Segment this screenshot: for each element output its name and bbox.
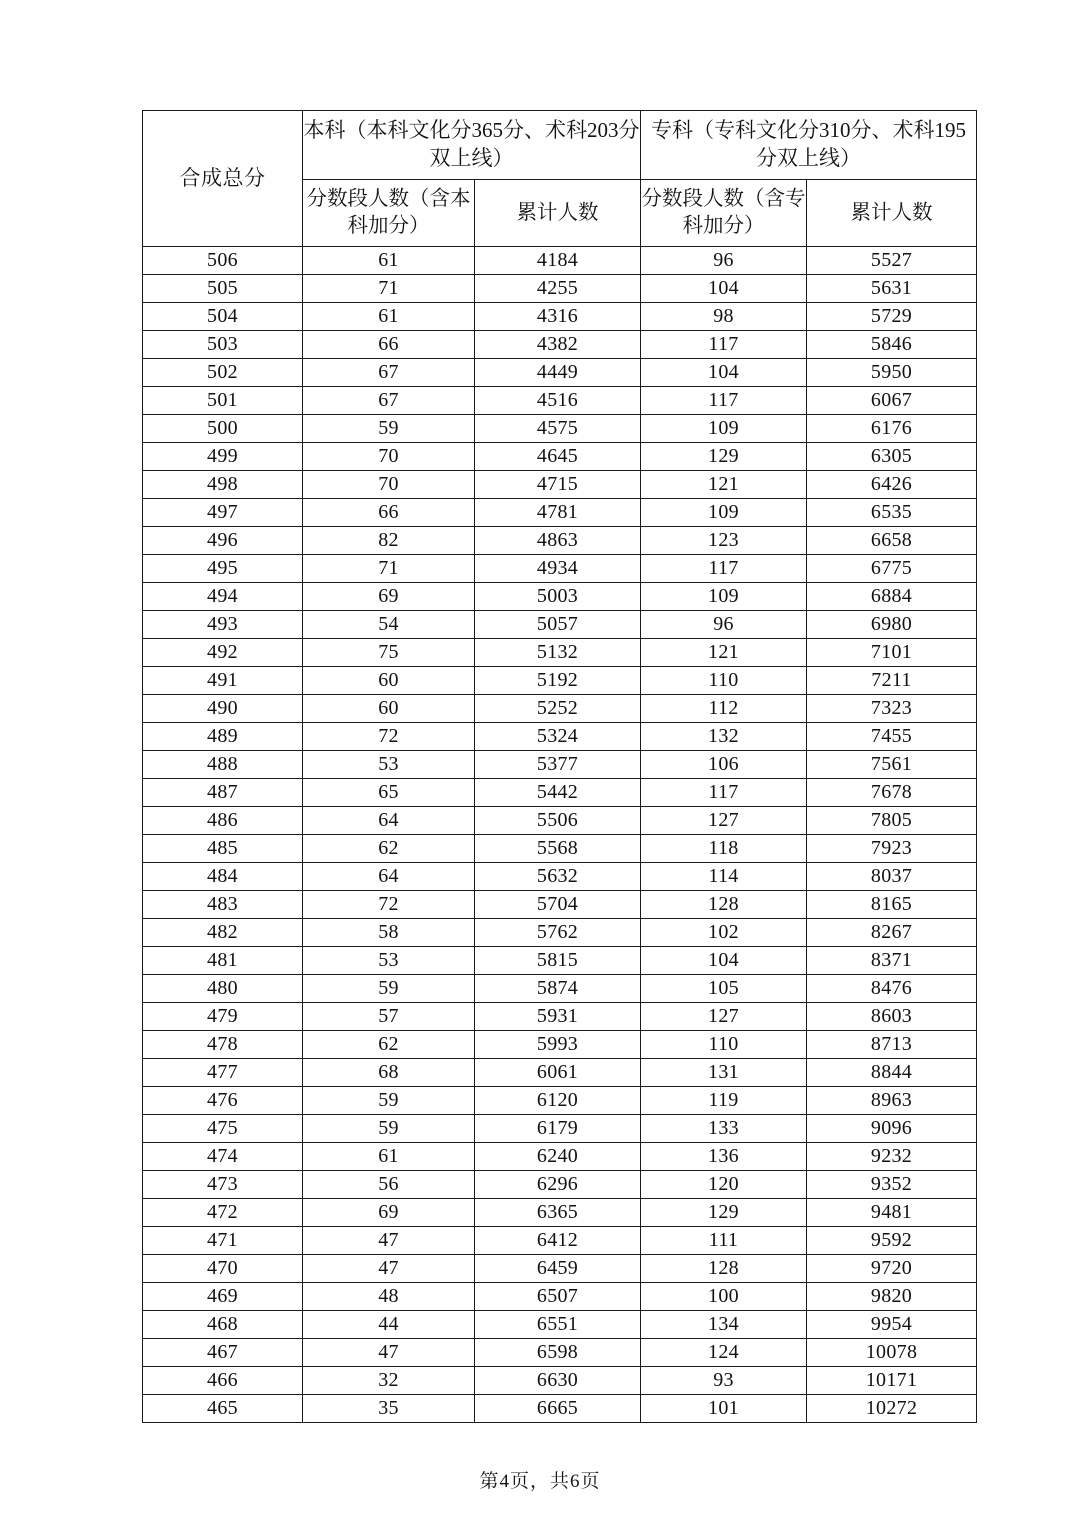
undergraduate-segment-cell: 57: [303, 1003, 475, 1031]
score-cell: 486: [143, 807, 303, 835]
undergraduate-segment-cell: 70: [303, 443, 475, 471]
vocational-cumulative-cell: 9720: [807, 1255, 977, 1283]
undergraduate-cumulative-cell: 5762: [475, 919, 641, 947]
table-row: [143, 387, 977, 415]
vocational-cumulative-cell: 5729: [807, 303, 977, 331]
vocational-segment-cell: 121: [641, 639, 807, 667]
vocational-cumulative-cell: 8476: [807, 975, 977, 1003]
vocational-segment-cell: 109: [641, 499, 807, 527]
vocational-segment-cell: 106: [641, 751, 807, 779]
table-row: [143, 639, 977, 667]
undergraduate-segment-cell: 58: [303, 919, 475, 947]
score-cell: 471: [143, 1227, 303, 1255]
undergraduate-cumulative-cell: 5931: [475, 1003, 641, 1031]
table-row: [143, 863, 977, 891]
vocational-segment-cell: 133: [641, 1115, 807, 1143]
table-row: [143, 667, 977, 695]
undergraduate-cumulative-cell: 4575: [475, 415, 641, 443]
score-cell: 492: [143, 639, 303, 667]
vocational-segment-cell: 127: [641, 1003, 807, 1031]
undergraduate-cumulative-cell: 6120: [475, 1087, 641, 1115]
undergraduate-cumulative-cell: 5252: [475, 695, 641, 723]
vocational-segment-cell: 132: [641, 723, 807, 751]
undergraduate-cumulative-cell: 6507: [475, 1283, 641, 1311]
vocational-cumulative-cell: 6535: [807, 499, 977, 527]
undergraduate-segment-cell: 32: [303, 1367, 475, 1395]
score-cell: 502: [143, 359, 303, 387]
undergraduate-cumulative-cell: 4449: [475, 359, 641, 387]
vocational-cumulative-cell: 6426: [807, 471, 977, 499]
undergraduate-cumulative-cell: 4645: [475, 443, 641, 471]
vocational-cumulative-cell: 10078: [807, 1339, 977, 1367]
vocational-segment-cell: 117: [641, 555, 807, 583]
table-row: [143, 723, 977, 751]
undergraduate-segment-cell: 64: [303, 863, 475, 891]
undergraduate-segment-cell: 59: [303, 1115, 475, 1143]
table-row: [143, 919, 977, 947]
table-row: [143, 275, 977, 303]
vocational-segment-cell: 110: [641, 667, 807, 695]
score-cell: 474: [143, 1143, 303, 1171]
vocational-segment-cell: 104: [641, 947, 807, 975]
score-cell: 501: [143, 387, 303, 415]
undergraduate-segment-cell: 35: [303, 1395, 475, 1423]
undergraduate-cumulative-cell: 4781: [475, 499, 641, 527]
table-row: [143, 751, 977, 779]
undergraduate-cumulative-cell: 5506: [475, 807, 641, 835]
score-cell: 490: [143, 695, 303, 723]
score-cell: 480: [143, 975, 303, 1003]
undergraduate-cumulative-cell: 4316: [475, 303, 641, 331]
header-vocational-cumulative-count: 累计人数: [807, 180, 977, 247]
table-row: [143, 1003, 977, 1031]
undergraduate-segment-cell: 69: [303, 1199, 475, 1227]
table-row: [143, 975, 977, 1003]
vocational-cumulative-cell: 8603: [807, 1003, 977, 1031]
score-cell: 481: [143, 947, 303, 975]
vocational-cumulative-cell: 7923: [807, 835, 977, 863]
table-row: [143, 359, 977, 387]
vocational-segment-cell: 114: [641, 863, 807, 891]
score-cell: 475: [143, 1115, 303, 1143]
score-cell: 470: [143, 1255, 303, 1283]
vocational-segment-cell: 129: [641, 443, 807, 471]
table-row: [143, 1395, 977, 1423]
vocational-segment-cell: 105: [641, 975, 807, 1003]
undergraduate-cumulative-cell: 6296: [475, 1171, 641, 1199]
undergraduate-segment-cell: 59: [303, 415, 475, 443]
header-undergraduate-cumulative-count: 累计人数: [475, 180, 641, 247]
undergraduate-segment-cell: 65: [303, 779, 475, 807]
score-cell: 489: [143, 723, 303, 751]
vocational-cumulative-cell: 9096: [807, 1115, 977, 1143]
undergraduate-cumulative-cell: 5442: [475, 779, 641, 807]
table-row: [143, 527, 977, 555]
vocational-segment-cell: 102: [641, 919, 807, 947]
vocational-segment-cell: 123: [641, 527, 807, 555]
undergraduate-cumulative-cell: 6598: [475, 1339, 641, 1367]
score-cell: 496: [143, 527, 303, 555]
score-cell: 468: [143, 1311, 303, 1339]
vocational-cumulative-cell: 9352: [807, 1171, 977, 1199]
table-row: [143, 1143, 977, 1171]
undergraduate-cumulative-cell: 6459: [475, 1255, 641, 1283]
table-row: [143, 583, 977, 611]
table-header: [143, 111, 977, 247]
undergraduate-cumulative-cell: 5132: [475, 639, 641, 667]
vocational-segment-cell: 101: [641, 1395, 807, 1423]
undergraduate-segment-cell: 66: [303, 331, 475, 359]
undergraduate-cumulative-cell: 4382: [475, 331, 641, 359]
undergraduate-segment-cell: 61: [303, 303, 475, 331]
vocational-segment-cell: 134: [641, 1311, 807, 1339]
undergraduate-segment-cell: 71: [303, 275, 475, 303]
vocational-cumulative-cell: 9954: [807, 1311, 977, 1339]
table-row: [143, 331, 977, 359]
vocational-cumulative-cell: 8844: [807, 1059, 977, 1087]
vocational-segment-cell: 110: [641, 1031, 807, 1059]
table-row: [143, 443, 977, 471]
undergraduate-cumulative-cell: 5632: [475, 863, 641, 891]
vocational-cumulative-cell: 7455: [807, 723, 977, 751]
undergraduate-cumulative-cell: 6240: [475, 1143, 641, 1171]
undergraduate-segment-cell: 60: [303, 695, 475, 723]
vocational-segment-cell: 131: [641, 1059, 807, 1087]
vocational-segment-cell: 118: [641, 835, 807, 863]
undergraduate-cumulative-cell: 4255: [475, 275, 641, 303]
table-row: [143, 1031, 977, 1059]
undergraduate-segment-cell: 70: [303, 471, 475, 499]
vocational-cumulative-cell: 7101: [807, 639, 977, 667]
table-row: [143, 1367, 977, 1395]
undergraduate-segment-cell: 71: [303, 555, 475, 583]
table-row: [143, 1339, 977, 1367]
vocational-segment-cell: 117: [641, 387, 807, 415]
table-row: [143, 695, 977, 723]
undergraduate-segment-cell: 61: [303, 1143, 475, 1171]
vocational-cumulative-cell: 6658: [807, 527, 977, 555]
score-cell: 498: [143, 471, 303, 499]
undergraduate-segment-cell: 56: [303, 1171, 475, 1199]
undergraduate-cumulative-cell: 5993: [475, 1031, 641, 1059]
vocational-segment-cell: 100: [641, 1283, 807, 1311]
undergraduate-segment-cell: 60: [303, 667, 475, 695]
undergraduate-cumulative-cell: 6061: [475, 1059, 641, 1087]
table-row: [143, 471, 977, 499]
score-cell: 487: [143, 779, 303, 807]
undergraduate-cumulative-cell: 5192: [475, 667, 641, 695]
header-row-groups: [143, 111, 977, 180]
score-cell: 499: [143, 443, 303, 471]
score-cell: 482: [143, 919, 303, 947]
table-row: [143, 247, 977, 275]
score-cell: 493: [143, 611, 303, 639]
table-row: [143, 1283, 977, 1311]
score-cell: 485: [143, 835, 303, 863]
vocational-cumulative-cell: 8165: [807, 891, 977, 919]
undergraduate-segment-cell: 47: [303, 1227, 475, 1255]
table-row: [143, 555, 977, 583]
table-row: [143, 1115, 977, 1143]
score-cell: 466: [143, 1367, 303, 1395]
undergraduate-segment-cell: 62: [303, 835, 475, 863]
undergraduate-cumulative-cell: 6365: [475, 1199, 641, 1227]
table-row: [143, 1087, 977, 1115]
undergraduate-segment-cell: 68: [303, 1059, 475, 1087]
table-row: [143, 415, 977, 443]
undergraduate-cumulative-cell: 4934: [475, 555, 641, 583]
vocational-segment-cell: 109: [641, 583, 807, 611]
undergraduate-cumulative-cell: 6551: [475, 1311, 641, 1339]
table-row: [143, 1199, 977, 1227]
table-row: [143, 947, 977, 975]
undergraduate-cumulative-cell: 6179: [475, 1115, 641, 1143]
undergraduate-segment-cell: 82: [303, 527, 475, 555]
page-footer: 第4页，共6页: [479, 1471, 601, 1492]
header-undergraduate-segment-count: 分数段人数（含本科加分）: [303, 180, 475, 247]
score-cell: 483: [143, 891, 303, 919]
vocational-segment-cell: 96: [641, 247, 807, 275]
score-cell: 494: [143, 583, 303, 611]
vocational-cumulative-cell: 5527: [807, 247, 977, 275]
vocational-cumulative-cell: 8371: [807, 947, 977, 975]
vocational-cumulative-cell: 6067: [807, 387, 977, 415]
vocational-segment-cell: 96: [641, 611, 807, 639]
undergraduate-segment-cell: 62: [303, 1031, 475, 1059]
vocational-cumulative-cell: 7323: [807, 695, 977, 723]
vocational-cumulative-cell: 8963: [807, 1087, 977, 1115]
vocational-segment-cell: 119: [641, 1087, 807, 1115]
vocational-cumulative-cell: 5846: [807, 331, 977, 359]
score-cell: 503: [143, 331, 303, 359]
undergraduate-cumulative-cell: 5057: [475, 611, 641, 639]
undergraduate-cumulative-cell: 4516: [475, 387, 641, 415]
undergraduate-cumulative-cell: 4184: [475, 247, 641, 275]
undergraduate-cumulative-cell: 6630: [475, 1367, 641, 1395]
vocational-segment-cell: 129: [641, 1199, 807, 1227]
table-row: [143, 1171, 977, 1199]
undergraduate-cumulative-cell: 6412: [475, 1227, 641, 1255]
score-cell: 484: [143, 863, 303, 891]
vocational-segment-cell: 93: [641, 1367, 807, 1395]
header-group-vocational: 专科（专科文化分310分、术科195分双上线）: [641, 111, 977, 180]
undergraduate-segment-cell: 67: [303, 387, 475, 415]
score-cell: 491: [143, 667, 303, 695]
vocational-segment-cell: 104: [641, 275, 807, 303]
vocational-cumulative-cell: 7561: [807, 751, 977, 779]
score-cell: 500: [143, 415, 303, 443]
undergraduate-cumulative-cell: 5815: [475, 947, 641, 975]
vocational-cumulative-cell: 7678: [807, 779, 977, 807]
vocational-cumulative-cell: 5631: [807, 275, 977, 303]
score-cell: 469: [143, 1283, 303, 1311]
vocational-segment-cell: 98: [641, 303, 807, 331]
vocational-segment-cell: 104: [641, 359, 807, 387]
vocational-cumulative-cell: 6305: [807, 443, 977, 471]
undergraduate-segment-cell: 54: [303, 611, 475, 639]
vocational-segment-cell: 128: [641, 1255, 807, 1283]
undergraduate-cumulative-cell: 5377: [475, 751, 641, 779]
score-cell: 488: [143, 751, 303, 779]
vocational-cumulative-cell: 7805: [807, 807, 977, 835]
undergraduate-segment-cell: 72: [303, 891, 475, 919]
score-cell: 477: [143, 1059, 303, 1087]
vocational-cumulative-cell: 9481: [807, 1199, 977, 1227]
vocational-cumulative-cell: 8267: [807, 919, 977, 947]
table-row: [143, 779, 977, 807]
table-row: [143, 835, 977, 863]
table-row: [143, 807, 977, 835]
header-composite-score: 合成总分: [143, 111, 303, 247]
vocational-segment-cell: 128: [641, 891, 807, 919]
score-cell: 476: [143, 1087, 303, 1115]
vocational-cumulative-cell: 10171: [807, 1367, 977, 1395]
undergraduate-segment-cell: 72: [303, 723, 475, 751]
vocational-cumulative-cell: 5950: [807, 359, 977, 387]
undergraduate-cumulative-cell: 5003: [475, 583, 641, 611]
vocational-segment-cell: 117: [641, 779, 807, 807]
undergraduate-segment-cell: 59: [303, 975, 475, 1003]
undergraduate-cumulative-cell: 5324: [475, 723, 641, 751]
undergraduate-segment-cell: 61: [303, 247, 475, 275]
table-body: [143, 247, 977, 1423]
score-cell: 506: [143, 247, 303, 275]
table-row: [143, 1059, 977, 1087]
score-cell: 467: [143, 1339, 303, 1367]
undergraduate-segment-cell: 67: [303, 359, 475, 387]
score-cell: 505: [143, 275, 303, 303]
table-row: [143, 611, 977, 639]
score-cell: 473: [143, 1171, 303, 1199]
vocational-segment-cell: 112: [641, 695, 807, 723]
vocational-cumulative-cell: 6775: [807, 555, 977, 583]
undergraduate-cumulative-cell: 4863: [475, 527, 641, 555]
vocational-cumulative-cell: 8037: [807, 863, 977, 891]
vocational-cumulative-cell: 9232: [807, 1143, 977, 1171]
undergraduate-segment-cell: 69: [303, 583, 475, 611]
undergraduate-segment-cell: 53: [303, 751, 475, 779]
undergraduate-segment-cell: 44: [303, 1311, 475, 1339]
vocational-cumulative-cell: 9592: [807, 1227, 977, 1255]
vocational-segment-cell: 109: [641, 415, 807, 443]
table-row: [143, 1227, 977, 1255]
undergraduate-segment-cell: 75: [303, 639, 475, 667]
undergraduate-cumulative-cell: 4715: [475, 471, 641, 499]
score-cell: 504: [143, 303, 303, 331]
vocational-segment-cell: 121: [641, 471, 807, 499]
vocational-segment-cell: 120: [641, 1171, 807, 1199]
table-row: [143, 499, 977, 527]
undergraduate-segment-cell: 48: [303, 1283, 475, 1311]
undergraduate-segment-cell: 66: [303, 499, 475, 527]
score-cell: 472: [143, 1199, 303, 1227]
score-cell: 495: [143, 555, 303, 583]
vocational-cumulative-cell: 10272: [807, 1395, 977, 1423]
table-row: [143, 303, 977, 331]
score-cell: 478: [143, 1031, 303, 1059]
undergraduate-cumulative-cell: 5568: [475, 835, 641, 863]
undergraduate-cumulative-cell: 6665: [475, 1395, 641, 1423]
table-row: [143, 1311, 977, 1339]
vocational-cumulative-cell: 6884: [807, 583, 977, 611]
undergraduate-segment-cell: 47: [303, 1339, 475, 1367]
vocational-cumulative-cell: 6176: [807, 415, 977, 443]
score-cell: 465: [143, 1395, 303, 1423]
vocational-cumulative-cell: 6980: [807, 611, 977, 639]
vocational-cumulative-cell: 8713: [807, 1031, 977, 1059]
table-row: [143, 891, 977, 919]
undergraduate-cumulative-cell: 5874: [475, 975, 641, 1003]
score-cell: 497: [143, 499, 303, 527]
vocational-segment-cell: 124: [641, 1339, 807, 1367]
vocational-cumulative-cell: 7211: [807, 667, 977, 695]
undergraduate-segment-cell: 64: [303, 807, 475, 835]
undergraduate-segment-cell: 47: [303, 1255, 475, 1283]
table-row: [143, 1255, 977, 1283]
undergraduate-segment-cell: 53: [303, 947, 475, 975]
vocational-segment-cell: 136: [641, 1143, 807, 1171]
undergraduate-segment-cell: 59: [303, 1087, 475, 1115]
vocational-cumulative-cell: 9820: [807, 1283, 977, 1311]
undergraduate-cumulative-cell: 5704: [475, 891, 641, 919]
vocational-segment-cell: 117: [641, 331, 807, 359]
header-vocational-segment-count: 分数段人数（含专科加分）: [641, 180, 807, 247]
header-group-undergraduate: 本科（本科文化分365分、术科203分双上线）: [303, 111, 641, 180]
score-cell: 479: [143, 1003, 303, 1031]
vocational-segment-cell: 111: [641, 1227, 807, 1255]
score-distribution-table: [142, 110, 977, 1423]
vocational-segment-cell: 127: [641, 807, 807, 835]
